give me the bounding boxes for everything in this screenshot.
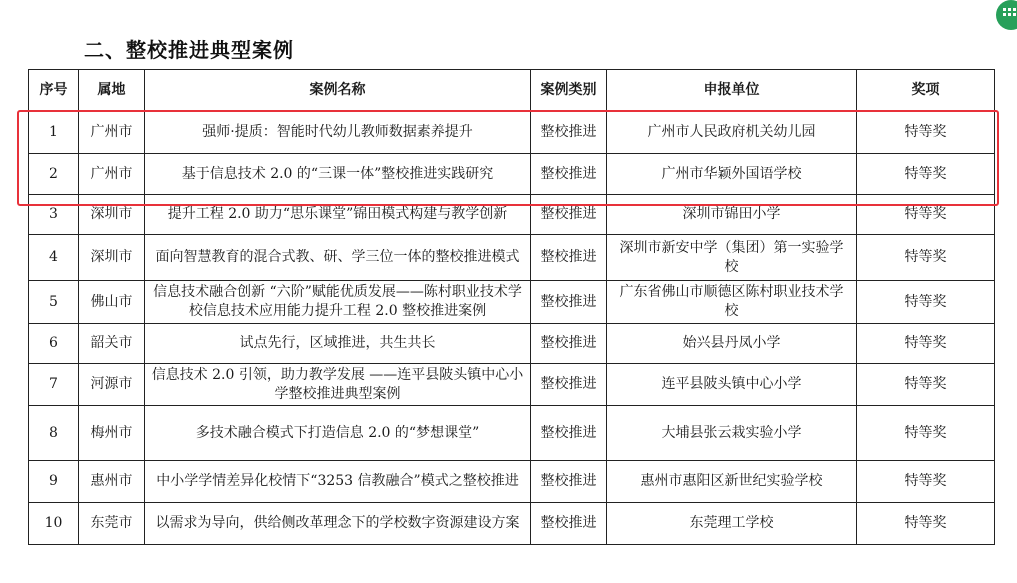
cell-case-name: 中小学学情差异化校情下“3253 信教融合”模式之整校推进: [145, 461, 531, 503]
cell-award: 特等奖: [857, 235, 995, 281]
cell-category: 整校推进: [531, 154, 607, 195]
table-row: [29, 364, 995, 406]
cell-award: 特等奖: [857, 503, 995, 545]
cell-award: 特等奖: [857, 364, 995, 406]
cell-award: 特等奖: [857, 324, 995, 364]
header-case-name: 案例名称: [145, 70, 531, 112]
cell-no: 10: [29, 503, 79, 545]
cell-region: 佛山市: [79, 281, 145, 324]
table-header-row: [29, 70, 995, 112]
cell-award: 特等奖: [857, 195, 995, 235]
cell-no: 6: [29, 324, 79, 364]
cell-award: 特等奖: [857, 461, 995, 503]
table-row: [29, 324, 995, 364]
cell-region: 东莞市: [79, 503, 145, 545]
cell-no: 1: [29, 112, 79, 154]
cell-no: 8: [29, 406, 79, 461]
cell-case-name: 信息技术融合创新 “六阶”赋能优质发展——陈村职业技术学校信息技术应用能力提升工程 2.0 整校推进案例: [145, 281, 531, 324]
cell-unit: 深圳市新安中学（集团）第一实验学校: [607, 235, 857, 281]
table-row: [29, 195, 995, 235]
cell-region: 惠州市: [79, 461, 145, 503]
cell-unit: 广州市华颖外国语学校: [607, 154, 857, 195]
header-region: 属地: [79, 70, 145, 112]
cell-unit: 广州市人民政府机关幼儿园: [607, 112, 857, 154]
table-row: [29, 406, 995, 461]
header-no: 序号: [29, 70, 79, 112]
cell-region: 广州市: [79, 112, 145, 154]
cell-category: 整校推进: [531, 503, 607, 545]
cell-no: 2: [29, 154, 79, 195]
cell-region: 广州市: [79, 154, 145, 195]
header-category: 案例类别: [531, 70, 607, 112]
cell-case-name: 提升工程 2.0 助力“思乐课堂”锦田模式构建与教学创新: [145, 195, 531, 235]
cell-unit: 惠州市惠阳区新世纪实验学校: [607, 461, 857, 503]
table-row: [29, 461, 995, 503]
section-title: 二、整校推进典型案例: [84, 38, 294, 62]
table-row: [29, 503, 995, 545]
cell-case-name: 以需求为导向，供给侧改革理念下的学校数字资源建设方案: [145, 503, 531, 545]
header-award: 奖项: [857, 70, 995, 112]
cell-case-name: 面向智慧教育的混合式教、研、学三位一体的整校推进模式: [145, 235, 531, 281]
cell-region: 河源市: [79, 364, 145, 406]
cell-no: 7: [29, 364, 79, 406]
cell-category: 整校推进: [531, 235, 607, 281]
cell-region: 深圳市: [79, 195, 145, 235]
cell-region: 深圳市: [79, 235, 145, 281]
cell-category: 整校推进: [531, 461, 607, 503]
cell-category: 整校推进: [531, 195, 607, 235]
header-unit: 申报单位: [607, 70, 857, 112]
cell-unit: 深圳市锦田小学: [607, 195, 857, 235]
table-row: [29, 235, 995, 281]
cell-category: 整校推进: [531, 406, 607, 461]
cell-no: 5: [29, 281, 79, 324]
cell-category: 整校推进: [531, 281, 607, 324]
awards-table: [28, 69, 995, 545]
cell-category: 整校推进: [531, 112, 607, 154]
cell-award: 特等奖: [857, 112, 995, 154]
table-row: [29, 112, 995, 154]
cell-award: 特等奖: [857, 154, 995, 195]
cell-no: 4: [29, 235, 79, 281]
cell-case-name: 基于信息技术 2.0 的“三课一体”整校推进实践研究: [145, 154, 531, 195]
cell-award: 特等奖: [857, 281, 995, 324]
cell-unit: 始兴县丹凤小学: [607, 324, 857, 364]
cell-no: 3: [29, 195, 79, 235]
table-row: [29, 154, 995, 195]
cell-unit: 连平县陂头镇中心小学: [607, 364, 857, 406]
cell-award: 特等奖: [857, 406, 995, 461]
cell-unit: 大埔县张云栽实验小学: [607, 406, 857, 461]
cell-case-name: 多技术融合模式下打造信息 2.0 的“梦想课堂”: [145, 406, 531, 461]
cell-case-name: 试点先行，区域推进，共生共长: [145, 324, 531, 364]
cell-no: 9: [29, 461, 79, 503]
cell-case-name: 强师·提质：智能时代幼儿教师数据素养提升: [145, 112, 531, 154]
grid-app-icon[interactable]: [996, 0, 1017, 30]
table-row: [29, 281, 995, 324]
cell-category: 整校推进: [531, 364, 607, 406]
cell-unit: 广东省佛山市顺德区陈村职业技术学校: [607, 281, 857, 324]
cell-region: 韶关市: [79, 324, 145, 364]
cell-region: 梅州市: [79, 406, 145, 461]
cell-category: 整校推进: [531, 324, 607, 364]
cell-unit: 东莞理工学校: [607, 503, 857, 545]
cell-case-name: 信息技术 2.0 引领，助力教学发展 ——连平县陂头镇中心小学整校推进典型案例: [145, 364, 531, 406]
